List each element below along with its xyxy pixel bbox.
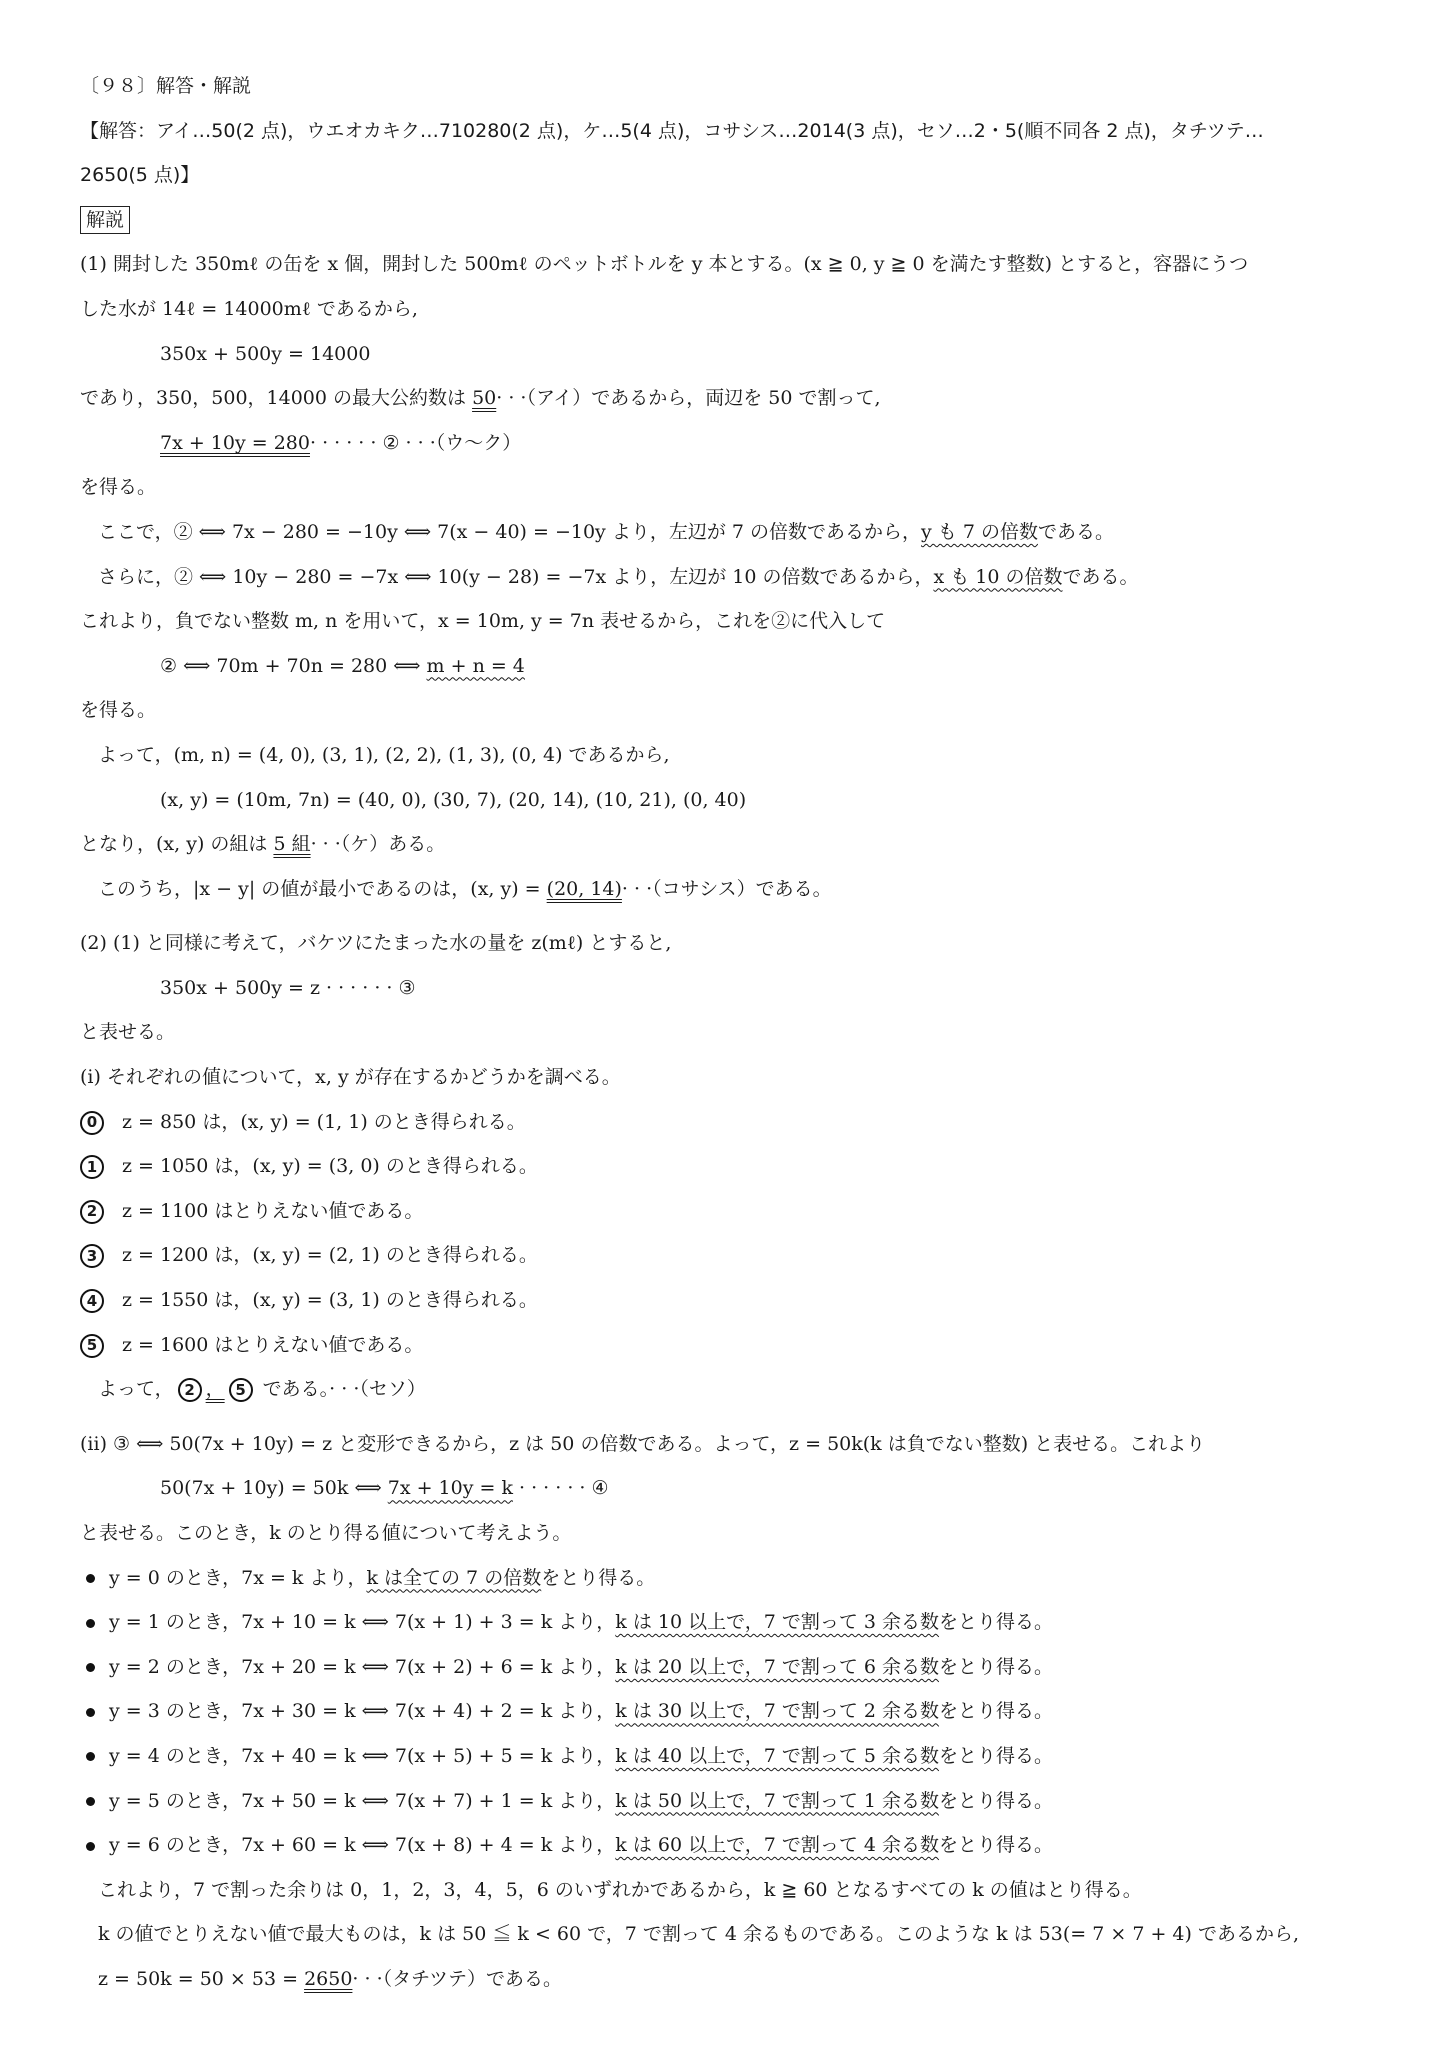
bullet-icon: [86, 1574, 95, 1583]
answer-line-2: 2650(5 点)】: [80, 164, 200, 187]
p2-line-1: (2) (1) と同様に考えて，バケツにたまった水の量を z(mℓ) とすると,: [80, 932, 672, 955]
answer-tachitsute: 2650: [304, 1967, 353, 1990]
p1-equation-1: 350x + 500y = 14000: [160, 342, 371, 365]
choice-item: 4 z = 1550 は，(x, y) = (3, 1) のとき得られる。: [80, 1278, 1370, 1323]
p2-ii-equation: 50(7x + 10y) = 50k ⟺ 7x + 10y = k · · · · · · ④: [160, 1477, 609, 1500]
bullet-item: y = 4 のとき，7x + 40 = k ⟺ 7(x + 5) + 5 = k より，k は 40 以上で，7 で割って 5 余る数をとり得る。: [80, 1734, 1370, 1779]
bullet-icon: [86, 1708, 95, 1717]
p2-ii-line-1: (ii) ③ ⟺ 50(7x + 10y) = z と変形できるから，z は 50 の倍数である。よって，z = 50k(k は負でない整数) と表せる。これより: [80, 1432, 1206, 1455]
p1-equation-2: 7x + 10y = 280· · · · · · ② · · ·（ウ〜ク）: [160, 431, 522, 454]
choice-mark: 0: [80, 1111, 104, 1135]
page-title: 〔９８〕解答・解説: [80, 75, 252, 97]
bullet-item: y = 0 のとき，7x = k より，k は全ての 7 の倍数をとり得る。: [80, 1556, 1370, 1601]
choice-item: 2 z = 1100 はとりえない値である。: [80, 1189, 1370, 1234]
choice-item: 1 z = 1050 は，(x, y) = (3, 0) のとき得られる。: [80, 1144, 1370, 1189]
p1-line-7: これより，負でない整数 m, n を用いて，x = 10m, y = 7n 表せるから，これを②に代入して: [80, 610, 886, 633]
answer-aii: 50: [472, 387, 497, 410]
choice-mark: 2: [80, 1200, 104, 1224]
choice-mark: 5: [80, 1334, 104, 1358]
bullet-icon: [86, 1663, 95, 1672]
p2-i-heading: (i) それぞれの値について，x, y が存在するかどうかを調べる。: [80, 1066, 621, 1089]
p2-line-2: と表せる。: [80, 1021, 176, 1044]
answer-seso: 2 ， 5: [174, 1378, 257, 1400]
final-line-3: z = 50k = 50 × 53 = 2650· · ·（タチツテ）である。: [98, 1967, 562, 1990]
answer-ke: 5 組: [273, 833, 311, 856]
answer-kosashisu: (20, 14): [546, 877, 622, 900]
kaisetsu-label: 解説: [80, 206, 130, 234]
p1-line-2: した水が 14ℓ = 14000mℓ であるから,: [80, 297, 418, 320]
bullet-item: y = 6 のとき，7x + 60 = k ⟺ 7(x + 8) + 4 = k より，k は 60 以上で，7 で割って 4 余る数をとり得る。: [80, 1823, 1370, 1868]
p1-line-6: さらに，② ⟺ 10y − 280 = −7x ⟺ 10(y − 28) = −7x より，左辺が 10 の倍数であるから，x も 10 の倍数である。: [98, 565, 1139, 588]
bullet-icon: [86, 1619, 95, 1628]
choice-item: 5 z = 1600 はとりえない値である。: [80, 1323, 1370, 1368]
choice-item: 0 z = 850 は，(x, y) = (1, 1) のとき得られる。: [80, 1100, 1370, 1145]
bullet-icon: [86, 1752, 95, 1761]
solution-page: [80, 64, 1370, 2002]
p2-equation-1: 350x + 500y = z · · · · · · ③: [160, 976, 416, 999]
p1-line-1: (1) 開封した 350mℓ の缶を x 個，開封した 500mℓ のペットボトルを y 本とする。(x ≧ 0, y ≧ 0 を満たす整数) とすると，容器にうつ: [80, 253, 1249, 276]
choice-mark: 4: [80, 1289, 104, 1313]
bullet-item: y = 3 のとき，7x + 30 = k ⟺ 7(x + 4) + 2 = k より，k は 30 以上で，7 で割って 2 余る数をとり得る。: [80, 1689, 1370, 1734]
p1-line-5: ここで，② ⟺ 7x − 280 = −10y ⟺ 7(x − 40) = −10y より，左辺が 7 の倍数であるから，y も 7 の倍数である。: [98, 520, 1114, 543]
p1-line-4: を得る。: [80, 476, 157, 499]
bullet-item: y = 1 のとき，7x + 10 = k ⟺ 7(x + 1) + 3 = k より，k は 10 以上で，7 で割って 3 余る数をとり得る。: [80, 1600, 1370, 1645]
final-line-1: これより，7 で割った余りは 0，1，2，3，4，5，6 のいずれかであるから，k ≧ 60 となるすべての k の値はとり得る。: [98, 1878, 1142, 1901]
answer-line-1: 【解答：アイ…50(2 点)，ウエオカキク…710280(2 点)，ケ…5(4 点)，コサシス…2014(3 点)，セソ…2・5(順不同各 2 点)，タチツテ…: [80, 119, 1264, 142]
p2-conclusion: よって， 2 ， 5 である。· · ·（セソ）: [98, 1378, 426, 1401]
bullet-item: y = 2 のとき，7x + 20 = k ⟺ 7(x + 2) + 6 = k より，k は 20 以上で，7 で割って 6 余る数をとり得る。: [80, 1645, 1370, 1690]
choice-item: 3 z = 1200 は，(x, y) = (2, 1) のとき得られる。: [80, 1233, 1370, 1278]
p1-equation-3: ② ⟺ 70m + 70n = 280 ⟺ m + n = 4: [160, 654, 525, 677]
p1-equation-4: (x, y) = (10m, 7n) = (40, 0), (30, 7), (20, 14), (10, 21), (0, 40): [160, 788, 747, 811]
bullet-icon: [86, 1797, 95, 1806]
p1-line-8: を得る。: [80, 699, 157, 722]
p1-line-11: このうち，|x − y| の値が最小であるのは，(x, y) = (20, 14)· · ·（コサシス）である。: [98, 877, 832, 900]
p2-ii-line-2: と表せる。このとき，k のとり得る値について考えよう。: [80, 1522, 572, 1544]
final-line-2: k の値でとりえない値で最大ものは，k は 50 ≦ k < 60 で，7 で割って 4 余るものである。このような k は 53(= 7 × 7 + 4) であるから,: [98, 1923, 1299, 1946]
p1-line-3: であり，350，500，14000 の最大公約数は 50· · ·（アイ）であるから，両辺を 50 で割って,: [80, 387, 881, 410]
p1-line-9: よって，(m, n) = (4, 0), (3, 1), (2, 2), (1, 3), (0, 4) であるから,: [98, 743, 670, 766]
p1-line-10: となり，(x, y) の組は 5 組· · ·（ケ）ある。: [80, 833, 446, 856]
bullet-item: y = 5 のとき，7x + 50 = k ⟺ 7(x + 7) + 1 = k より，k は 50 以上で，7 で割って 1 余る数をとり得る。: [80, 1779, 1370, 1824]
choice-mark: 1: [80, 1155, 104, 1179]
bullet-icon: [86, 1842, 95, 1851]
choice-mark: 3: [80, 1244, 104, 1268]
answer-uku: 7x + 10y = 280: [160, 431, 310, 454]
